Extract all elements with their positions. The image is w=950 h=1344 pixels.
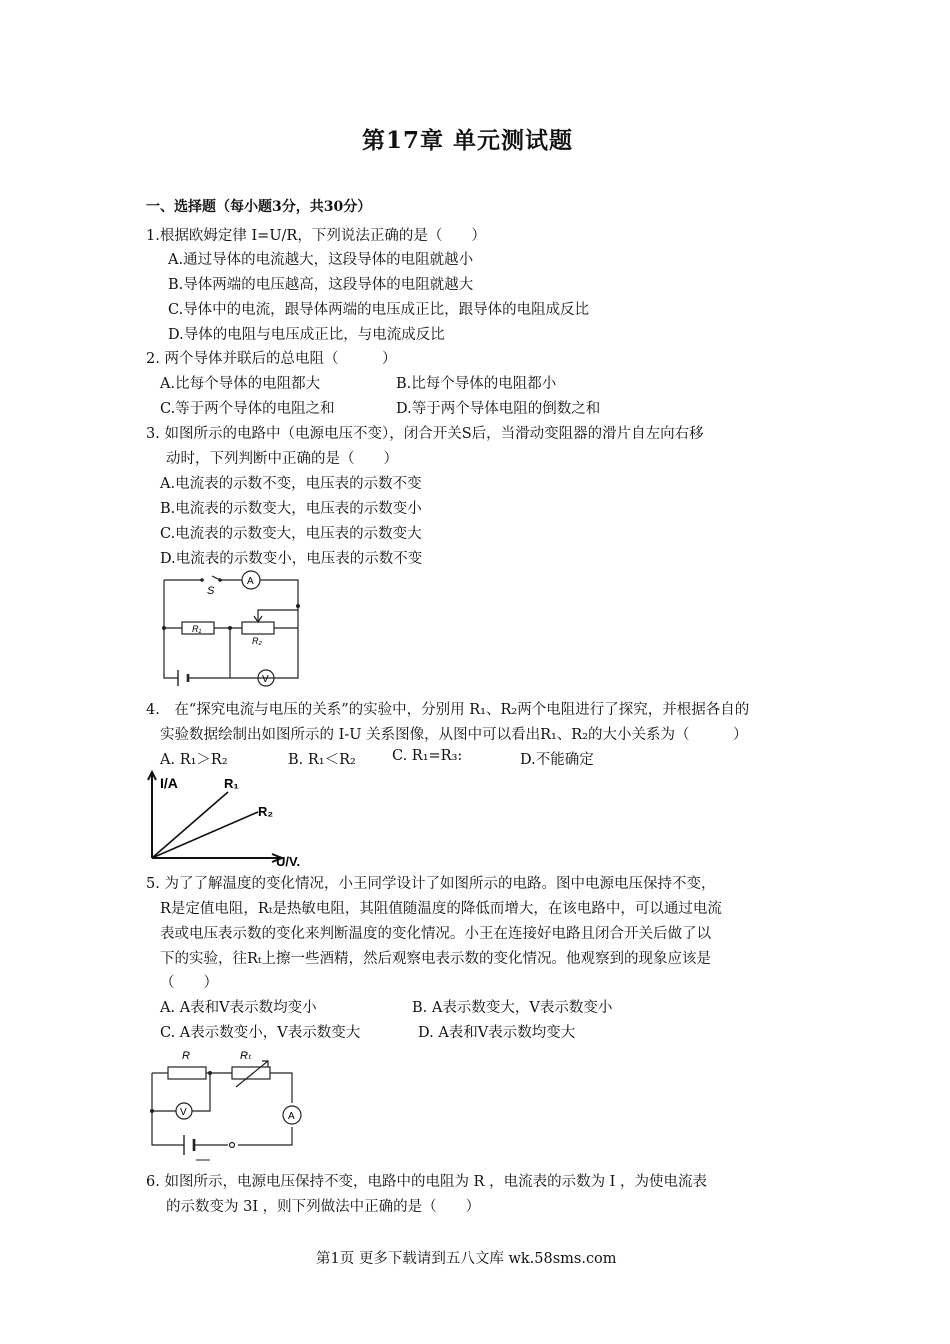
q5-stem-line5: （ ） [160, 975, 218, 991]
q5-stem-line2: R是定值电阻，Rₜ是热敏电阻，其阻值随温度的降低而增大，在该电路中，可以通过电流 [160, 901, 722, 917]
r1-line [152, 792, 228, 858]
q2-option-d: D.等于两个导体电阻的倒数之和 [396, 401, 601, 417]
q3-option-a: A.电流表的示数不变，电压表的示数不变 [160, 476, 422, 492]
q2-stem: 2. 两个导体并联后的总电阻（ ） [146, 351, 397, 367]
q1-stem: 1.根据欧姆定律 I=U/R，下列说法正确的是（ ） [146, 228, 486, 244]
r2-label: R₂ [252, 636, 262, 646]
q2-option-c: C.等于两个导体的电阻之和 [160, 401, 335, 417]
q5-stem-line3: 表或电压表示数的变化来判断温度的变化情况。小王在连接好电路且闭合开关后做了以 [160, 926, 711, 942]
q5-option-b: B. A表示数变大，V表示数变小 [412, 1000, 613, 1016]
q4-option-c: C. R₁=R₃: [392, 748, 463, 764]
q4-stem-line2: 实验数据绘制出如图所示的 I-U 关系图像，从图中可以看出R₁、R₂的大小关系为（ ） [160, 727, 748, 743]
page-title: 第17章 单元测试题 [362, 127, 574, 154]
rt-label: Rₜ [240, 1050, 252, 1062]
q4-option-a: A. R₁＞R₂ [160, 752, 228, 768]
q2-option-a: A.比每个导体的电阻都大 [160, 376, 321, 392]
r1-line-label: R₁ [224, 776, 239, 791]
q3-option-d: D.电流表的示数变小，电压表的示数不变 [160, 551, 423, 567]
q3-option-c: C.电流表的示数变大，电压表的示数变大 [160, 526, 422, 542]
q3-stem-line2: 动时，下列判断中正确的是（ ） [166, 451, 398, 467]
q1-option-d: D.导体的电阻与电压成正比，与电流成反比 [168, 327, 445, 343]
q4-option-b: B. R₁＜R₂ [288, 752, 356, 768]
q6-stem-line2: 的示数变为 3I ，则下列做法中正确的是（ ） [166, 1199, 481, 1215]
voltmeter-label: V [180, 1107, 187, 1118]
ammeter-label: A [288, 1111, 295, 1122]
ammeter-label: A [247, 576, 254, 587]
q2-option-b: B.比每个导体的电阻都小 [396, 376, 557, 392]
q5-option-a: A. A表和V表示数均变小 [160, 1000, 317, 1016]
r2-line [152, 812, 258, 858]
page-footer: 第1页 更多下载请到五八文库 wk.58sms.com [316, 1251, 617, 1267]
r-label: R [182, 1050, 190, 1062]
q4-option-d: D.不能确定 [520, 752, 594, 768]
q5-option-d: D. A表和V表示数均变大 [418, 1025, 576, 1041]
q5-circuit-diagram [140, 1045, 310, 1165]
q1-option-b: B.导体两端的电压越高，这段导体的电阻就越大 [168, 277, 474, 293]
x-axis-label: U/V. [276, 854, 301, 868]
q1-option-c: C.导体中的电流，跟导体两端的电压成正比，跟导体的电阻成反比 [168, 302, 590, 318]
r1-label: R₁ [192, 624, 202, 634]
q5-stem-line4: 下的实验，往Rₜ上擦一些酒精，然后观察电表示数的变化情况。他观察到的现象应该是 [160, 951, 711, 967]
q5-stem-line1: 5. 为了了解温度的变化情况，小王同学设计了如图所示的电路。图中电源电压保持不变， [146, 876, 716, 892]
voltmeter-label: V [262, 674, 269, 685]
q4-stem-line1: 4. 在“探究电流与电压的关系”的实验中，分别用 R₁、R₂两个电阻进行了探究，并根据各自的 [146, 702, 750, 718]
q3-option-b: B.电流表的示数变大，电压表的示数变小 [160, 501, 422, 517]
q4-iu-graph [140, 768, 320, 868]
switch-label: S [207, 585, 215, 597]
section-heading: 一、选择题（每小题3分，共30分） [146, 199, 372, 215]
q5-option-c: C. A表示数变小，V表示数变大 [160, 1025, 361, 1041]
y-axis-label: I/A [160, 775, 178, 791]
q3-stem-line1: 3. 如图所示的电路中（电源电压不变），闭合开关S后，当滑动变阻器的滑片自左向右移 [146, 426, 704, 442]
q3-circuit-diagram [150, 570, 310, 690]
q1-option-a: A.通过导体的电流越大，这段导体的电阻就越小 [168, 252, 474, 268]
q6-stem-line1: 6. 如图所示，电源电压保持不变，电路中的电阻为 R ，电流表的示数为 I ，为使电流表 [146, 1174, 708, 1190]
r2-line-label: R₂ [258, 804, 274, 819]
